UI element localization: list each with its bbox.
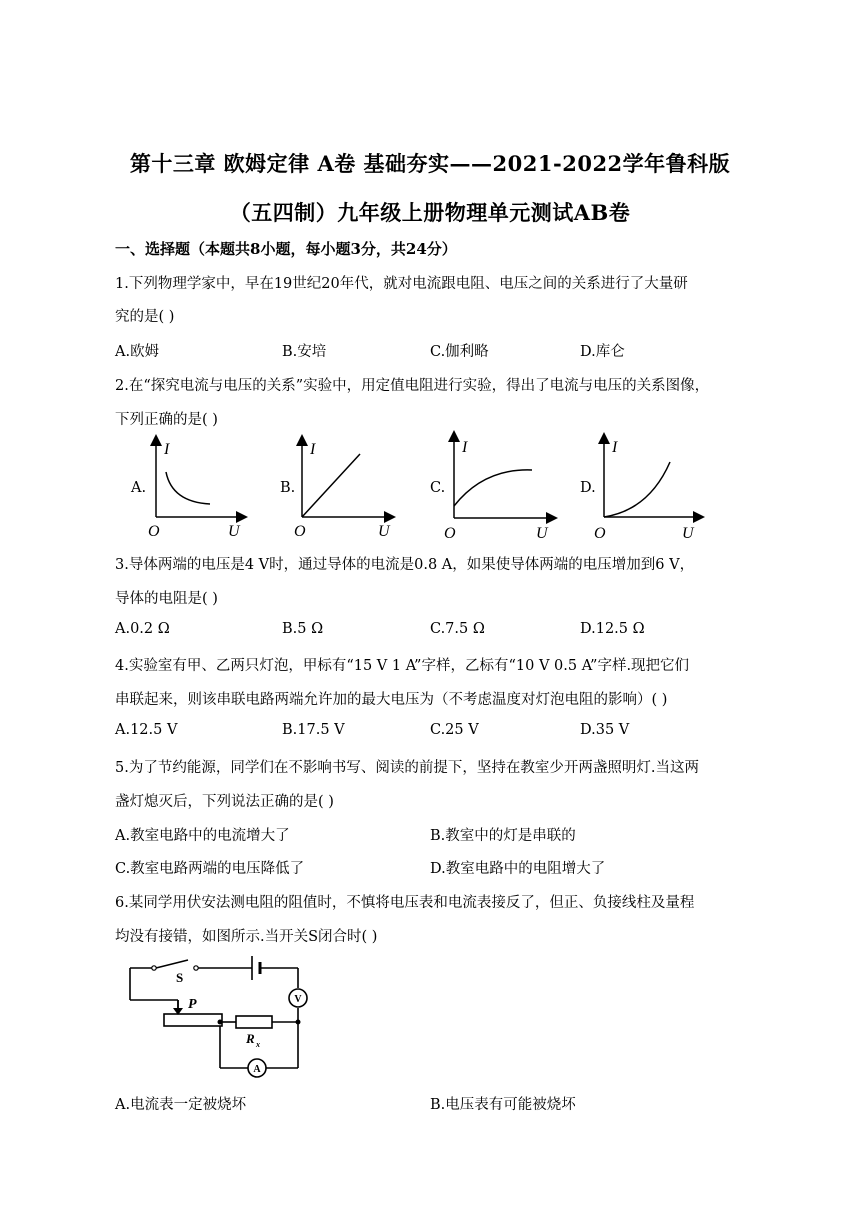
q6-option-a: A.电流表一定被烧坏: [115, 1097, 247, 1113]
q2-graph-c: [444, 428, 564, 546]
q2-text-line2: 下列正确的是( ): [115, 412, 218, 428]
q1-option-c: C.伽利略: [430, 344, 489, 360]
q1-text-line1: 1.下列物理学家中，早在19世纪20年代，就对电流跟电阻、电压之间的关系进行了大量研: [115, 276, 688, 292]
q2-option-c: C.: [430, 480, 446, 496]
q6-option-b: B.电压表有可能被烧坏: [430, 1097, 576, 1113]
q5-text-line1: 5.为了节约能源，同学们在不影响书写、阅读的前提下，坚持在教室少开两盏照明灯.当这两: [115, 760, 699, 776]
q4-text-line1: 4.实验室有甲、乙两只灯泡，甲标有“15 V 1 A”字样，乙标有“10 V 0.5 A”字样.现把它们: [115, 658, 690, 674]
page-title-line1: 第十三章 欧姆定律 A卷 基础夯实——2021-2022学年鲁科版: [129, 151, 731, 176]
curve-decreasing: [166, 472, 210, 504]
slider-label: P: [188, 997, 197, 1012]
junction-dot: [218, 1020, 223, 1025]
curve-saturating: [454, 470, 532, 506]
q4-option-d: D.35 V: [580, 722, 630, 738]
q3-text-line1: 3.导体两端的电压是4 V时，通过导体的电流是0.8 A，如果使导体两端的电压增加到6 V，: [115, 557, 695, 573]
section-heading: 一、选择题（本题共8小题，每小题3分，共24分）: [115, 240, 457, 258]
q3-option-d: D.12.5 Ω: [580, 621, 645, 637]
axis-label-i: I: [310, 441, 316, 458]
q2-option-d: D.: [580, 480, 596, 496]
q1-text-line2: 究的是( ): [115, 309, 175, 325]
q2-option-a: A.: [131, 480, 147, 496]
axis-label-i: I: [612, 439, 618, 456]
axis-label-i: I: [462, 439, 468, 456]
q4-option-b: B.17.5 V: [282, 722, 345, 738]
resistor-subscript: x: [256, 1040, 260, 1049]
q5-option-c: C.教室电路两端的电压降低了: [115, 861, 305, 877]
axis-label-u: U: [682, 525, 694, 542]
q5-text-line2: 盏灯熄灭后，下列说法正确的是( ): [115, 794, 334, 810]
switch-label: S: [176, 970, 184, 985]
origin-label: O: [294, 523, 306, 540]
q4-option-c: C.25 V: [430, 722, 479, 738]
origin-label: O: [594, 525, 606, 542]
switch-contact-right: [194, 966, 198, 970]
q3-option-c: C.7.5 Ω: [430, 621, 485, 637]
q2-option-b: B.: [280, 480, 296, 496]
curve-increasing: [604, 462, 670, 517]
q1-option-a: A.欧姆: [115, 344, 160, 360]
resistor-label: R: [246, 1031, 255, 1046]
q1-option-d: D.库仑: [580, 344, 625, 360]
q5-option-d: D.教室电路中的电阻增大了: [430, 861, 606, 877]
q5-option-a: A.教室电路中的电流增大了: [115, 828, 290, 844]
q2-graph-d: [594, 430, 709, 546]
line-proportional: [302, 454, 360, 517]
q3-text-line2: 导体的电阻是( ): [115, 591, 218, 607]
origin-label: O: [444, 525, 456, 542]
q2-graph-b: [290, 432, 400, 544]
switch-blade: [156, 960, 188, 968]
origin-label: O: [148, 523, 160, 540]
axis-label-i: I: [164, 441, 170, 458]
q2-text-line1: 2.在“探究电流与电压的关系”实验中，用定值电阻进行实验，得出了电流与电压的关系图像，: [115, 378, 710, 394]
q1-option-b: B.安培: [282, 344, 327, 360]
page-title-line2: （五四制）九年级上册物理单元测试AB卷: [229, 200, 631, 225]
axis-label-u: U: [228, 523, 240, 540]
q6-text-line1: 6.某同学用伏安法测电阻的阻值时，不慎将电压表和电流表接反了，但正、负接线柱及量程: [115, 895, 695, 911]
q3-option-a: A.0.2 Ω: [115, 621, 170, 637]
q6-circuit-diagram: [122, 950, 312, 1080]
q5-option-b: B.教室中的灯是串联的: [430, 828, 576, 844]
voltmeter-label: V: [294, 994, 302, 1005]
junction-dot: [296, 1020, 301, 1025]
q6-text-line2: 均没有接错，如图所示.当开关S闭合时( ): [115, 929, 378, 945]
resistor-rx: [236, 1016, 272, 1028]
switch-contact-left: [152, 966, 156, 970]
q4-option-a: A.12.5 V: [115, 722, 178, 738]
q3-option-b: B.5 Ω: [282, 621, 324, 637]
q4-text-line2: 串联起来，则该串联电路两端允许加的最大电压为（不考虑温度对灯泡电阻的影响）( ): [115, 692, 668, 708]
rheostat: [164, 1014, 222, 1026]
q2-graph-a: [142, 432, 252, 544]
ammeter-label: A: [253, 1064, 261, 1075]
axis-label-u: U: [536, 525, 548, 542]
axis-label-u: U: [378, 523, 390, 540]
